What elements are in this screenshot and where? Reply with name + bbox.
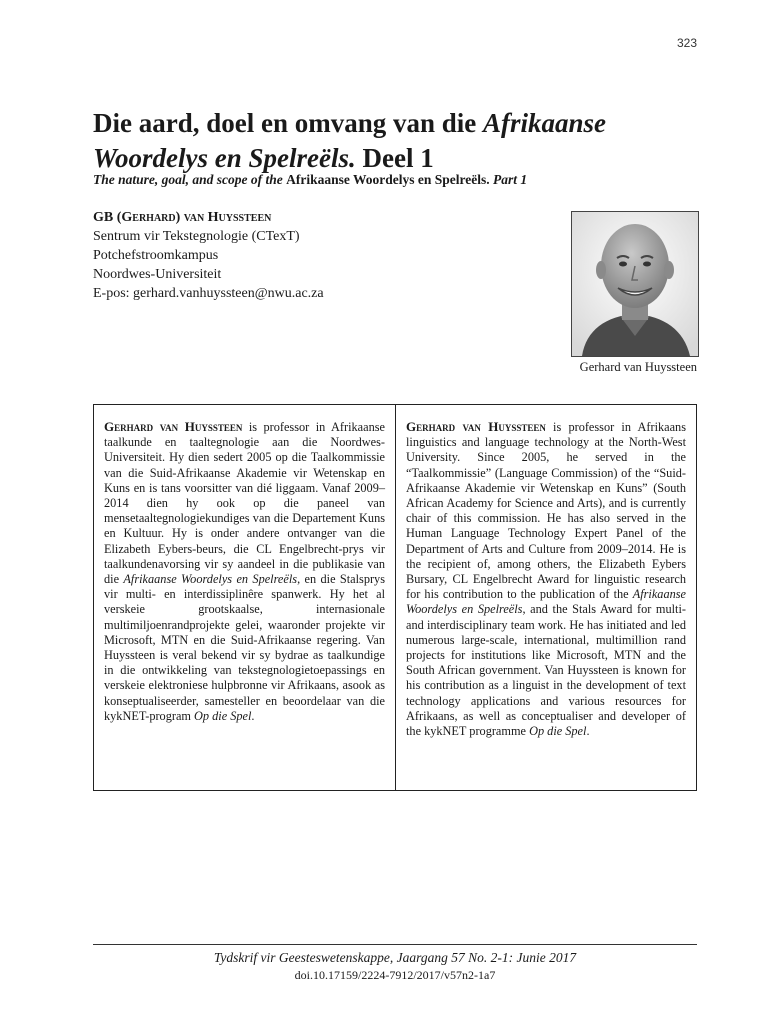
bio-italic: Op die Spel (529, 724, 587, 739)
subtitle-italic-b: Part 1 (489, 172, 528, 187)
author-initials: GB ( (93, 210, 122, 225)
affiliation-line: Potchefstroomkampus (93, 248, 219, 263)
bio-text: is professor in Afrikaans linguistics and language technology at the North-West University. Since 2005, he served in the “Taalkommissie” (Language Commission) of the “Suid-Afrikaanse Akademie vir Wetenskap en Kuns” (South African Academy for Science and Arts), and is currently chair of this commission. He has also served in the Human Language Technology Expert Panel of the Department of Arts and Culture from 2009–2014. He is the recipient of, among others, the Elizabeth Eybers Bursary, CL Engelbrecht Award for linguistic research for his contribution to the publication of the (406, 420, 686, 602)
bio-italic: Afrikaanse Woordelys en Spelreëls (406, 587, 686, 617)
affiliation-line: Sentrum vir Tekstegnologie (CTexT) (93, 229, 300, 244)
bio-italic: Afrikaanse Woordelys en Spelreëls (123, 572, 298, 587)
title-italic: Afrikaanse Woordelys en Spelreëls. (93, 108, 607, 173)
bio-text: , en die Stalsprys vir multi- en interdissiplinêre spanwerk. Hy het al verskeie grootskaalse, internasionale multimiljoenrandprojekte gelei, waaronder projekte vir Microsoft, MTN en die Suid-Afrikaanse regering. Van Huyssteen is veral bekend vir sy bydrae as taalkundige in die ontwikkeling van tekstegnologietoepassings en verskeie elektroniese hulpbronne vir Afrikaans, asook as konseptualiseerder, samesteller en beoordelaar van die kykNET-program (104, 572, 385, 723)
subtitle-plain: Afrikaanse Woordelys en Spelreëls. (286, 172, 490, 187)
bio-name: Gerhard van Huyssteen (104, 419, 243, 434)
bio-english (395, 405, 696, 790)
affiliation-line: Noordwes-Universiteit (93, 267, 222, 282)
bio-italic: Op die Spel (194, 708, 252, 723)
bio-text: is professor in Afrikaanse taalkunde en taaltegnologie aan die Noordwes-Universiteit. Hy dien sedert 2005 op die Taalkommissie van die Suid-Afrikaanse Akademie vir Wetenskap en Kuns en is tans voorsitter van dié liggaam. Vanaf 2009–2014 dien hy ook op die paneel van mensetaaltegnologiekundiges van die Departement Kuns en Kultuur. Hy is onder andere ontvanger van die Elizabeth Eybers-beurs, die CL Engelbrecht-prys vir taalkundenavorsing vir sy aandeel in die publikasie van die (104, 420, 385, 587)
subtitle-italic-a: The nature, goal, and scope of the (93, 172, 287, 187)
author-given-name: Gerhard (121, 210, 176, 225)
photo-caption: Gerhard van Huyssteen (579, 360, 697, 374)
bio-text: . (251, 708, 255, 723)
author-block (93, 208, 513, 303)
title-text-2: Deel 1 (355, 143, 434, 173)
article-title (93, 106, 703, 176)
author-name (93, 208, 513, 227)
author-email: E-pos: gerhard.vanhuyssteen@nwu.ac.za (93, 286, 324, 301)
article-subtitle (93, 172, 703, 188)
bio-afrikaans (94, 405, 395, 790)
title-text-1: Die aard, doel en omvang van die (93, 108, 484, 138)
bio-table (93, 404, 697, 791)
bio-text: . (586, 724, 590, 739)
footer-journal: Tydskrif vir Geesteswetenskappe, Jaargang 57 No. 2-1: Junie 2017 (213, 950, 577, 965)
author-portrait-image (572, 212, 698, 356)
author-surname: ) van Huyssteen (175, 210, 272, 225)
footer-doi: doi.10.17159/2224-7912/2017/v57n2-1a7 (294, 968, 496, 982)
author-photo (571, 211, 699, 357)
bio-text: , and the Stals Award for multi- and interdisciplinary team work. He has initiated and led numerous large-scale, international, multimillion rand projects for institutions like Microsoft, MTN and the South African government. Van Huyssteen is known for his contribution as a linguist in the development of text technology applications and various resources for Afrikaans, as well as conceptualiser and developer of the kykNET programme (406, 602, 686, 739)
bio-name: Gerhard van Huyssteen (406, 419, 546, 434)
footer-divider (93, 944, 697, 945)
page-number: 323 (676, 36, 697, 50)
